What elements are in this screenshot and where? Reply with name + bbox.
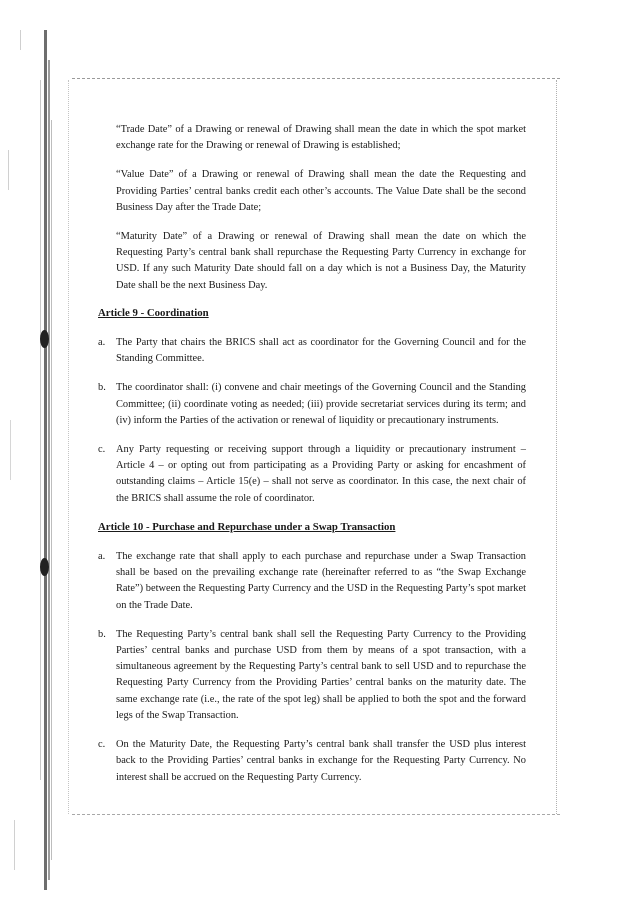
item-text: The coordinator shall: (i) convene and chair meetings of the Governing Council and the Standing Committee; (ii) coordinate voting as needed; (iii) provide secretariat services during its term; and (iv) inform the Parties of the activation or renewal of liquidity or precautionary instruments.: [116, 382, 526, 426]
item-text: Any Party requesting or receiving support through a liquidity or precautionary instrument – Article 4 – or opting out from participating as a Providing Party or asking for encashment of outstanding claims – Article 15(e) – shall not serve as coordinator. In this case, the next chair of the BRICS shall assume the role of coordinator.: [116, 444, 526, 504]
article-10-item: [94, 737, 526, 786]
definition-value-date: “Value Date” of a Drawing or renewal of Drawing shall mean the date the Requesting and Providing Parties’ central banks credit each other’s accounts. The Value Date shall be the second Business Day after the Trade Date;: [116, 169, 526, 213]
item-label: b.: [98, 628, 106, 640]
item-text: The Requesting Party’s central bank shall sell the Requesting Party Currency to the Providing Parties’ central banks and purchase USD from them by means of a spot transaction, with a simultaneous agreement by the Requesting Party’s central bank to sell USD and to repurchase the Requesting Party Currency from the Providing Parties’ central banks on the maturity date. The same exchange rate (i.e., the rate of the spot leg) shall be applied to both the spot and the forward legs of the Swap Transaction.: [116, 628, 526, 721]
article-10-item: [94, 627, 526, 724]
binder-edge: [0, 0, 70, 905]
item-label: a.: [98, 551, 106, 563]
item-label: c.: [98, 444, 106, 456]
punch-hole: [40, 330, 49, 348]
page-border-right: [556, 80, 558, 814]
page-border-bottom: [72, 814, 560, 816]
article-10-heading: Article 10 - Purchase and Repurchase under a Swap Transaction: [98, 520, 396, 533]
article-9-item: [94, 442, 526, 507]
item-text: The Party that chairs the BRICS shall act as coordinator for the Governing Council and for the Standing Committee.: [116, 337, 526, 365]
item-text: The exchange rate that shall apply to each purchase and repurchase under a Swap Transaction shall be based on the prevailing exchange rate (hereinafter referred to as “the Swap Exchange Rate”) between the Requesting Party Currency and the USD in the Requesting Party’s spot market on the Trade Date.: [116, 551, 526, 611]
article-9-heading: Article 9 - Coordination: [98, 306, 209, 319]
article-10-item: [94, 549, 526, 614]
item-text: On the Maturity Date, the Requesting Party’s central bank shall transfer the USD plus interest back to the Providing Parties’ central banks in exchange for the Requesting Party Currency. No interest shall be accrued on the Requesting Party Currency.: [116, 739, 526, 783]
page-border-left: [68, 80, 70, 814]
article-9-item: [94, 335, 526, 367]
definition-maturity-date: “Maturity Date” of a Drawing or renewal of Drawing shall mean the date on which the Requesting Party’s central bank shall repurchase the Requesting Party Currency in exchange for USD. If any such Maturity Date should fall on a day which is not a Business Day, the Maturity Date shall be the next Business Day.: [116, 231, 526, 291]
page-border-top: [72, 78, 560, 80]
punch-hole: [40, 558, 49, 576]
document-body: [94, 122, 526, 786]
article-9-item: [94, 380, 526, 429]
item-label: b.: [98, 382, 106, 394]
item-label: a.: [98, 337, 106, 349]
definition-trade-date: “Trade Date” of a Drawing or renewal of Drawing shall mean the date in which the spot market exchange rate for the Drawing or renewal of Drawing is established;: [116, 124, 526, 152]
item-label: c.: [98, 739, 106, 751]
